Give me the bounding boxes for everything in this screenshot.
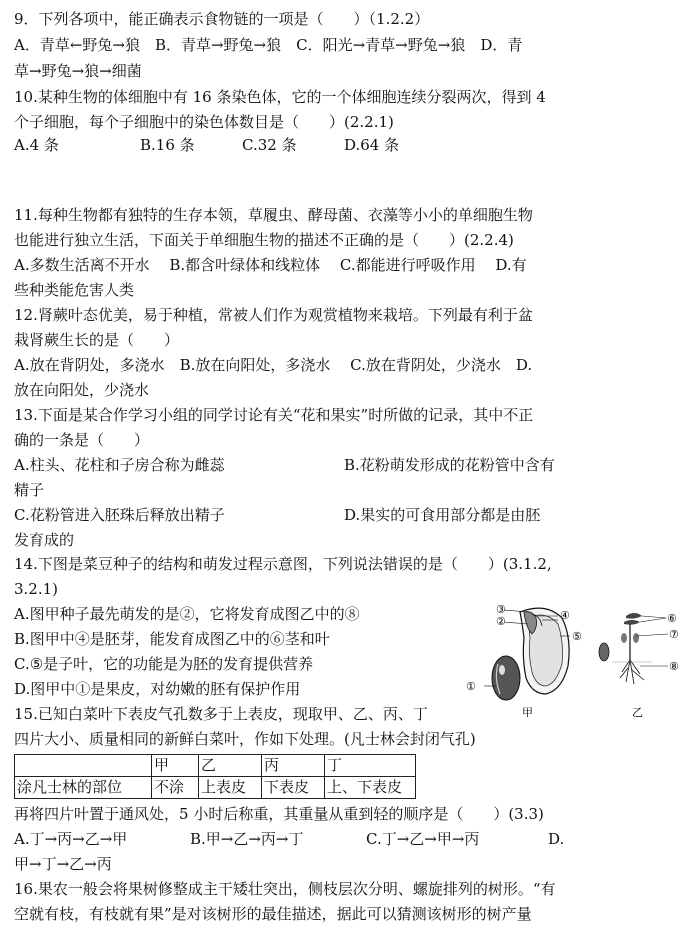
figure-label-2: ② <box>496 615 506 628</box>
figure-label-1: ① <box>466 680 476 693</box>
q15-options <box>14 828 564 850</box>
q15-option-d: D. <box>548 830 565 848</box>
q9-stem: 9．下列各项中，能正确表示食物链的一项是（ ）（1.2.2） <box>14 10 430 28</box>
bean-seed-figure <box>462 598 684 722</box>
q10-options <box>14 134 399 156</box>
q11-stem-cont: 也能进行独立生活，下面关于单细胞生物的描述不正确的是（ ）(2.2.4) <box>14 231 514 249</box>
figure-caption-jia: 甲 <box>522 706 533 719</box>
q13-stem: 13.下面是某合作学习小组的同学讨论有关“花和果实”时所做的记录，其中不正 <box>14 406 534 424</box>
figure-label-4: ④ <box>560 609 570 622</box>
table-cell <box>15 755 152 777</box>
q14-option-d: D.图甲中①是果皮，对幼嫩的胚有保护作用 <box>14 680 301 698</box>
q13-options-cd <box>14 504 540 526</box>
q13-option-d: D.果实的可食用部分都是由胚 <box>344 506 541 524</box>
table-cell: 丁 <box>325 755 416 777</box>
figure-label-5: ⑤ <box>572 630 582 643</box>
q12-stem: 12.肾蕨叶态优美，易于种植，常被人们作为观赏植物来栽培。下列最有利于盆 <box>14 306 533 324</box>
q12-options: A.放在背阴处，多浇水 B.放在向阳处，多浇水 C.放在背阴处，少浇水 D. <box>14 356 533 374</box>
table-row-label: 涂凡士林的部位 <box>15 777 152 799</box>
table-cell: 丙 <box>262 755 325 777</box>
q16-stem: 16.果农一般会将果树修整成主干矮壮突出，侧枝层次分明、螺旋排列的树形。“有 <box>14 880 556 898</box>
q13-option-c: C.花粉管进入胚珠后释放出精子 <box>14 506 225 524</box>
q13-stem-cont: 确的一条是（ ） <box>14 431 150 449</box>
q13-options-ab <box>14 454 555 476</box>
table-cell: 下表皮 <box>262 777 325 799</box>
q12-stem-cont: 栽肾蕨生长的是（ ） <box>14 331 180 349</box>
q15-stem-cont: 四片大小、质量相同的新鲜白菜叶，作如下处理。(凡士林会封闭气孔) <box>14 730 476 748</box>
q11-options-cont: 些种类能危害人类 <box>14 281 135 299</box>
q15-option-c: C.丁→乙→甲→丙 <box>366 830 480 848</box>
figure-label-7: ⑦ <box>669 628 679 641</box>
seedling-view <box>599 613 652 684</box>
table-cell: 上、下表皮 <box>325 777 416 799</box>
q15-option-b: B.甲→乙→丙→丁 <box>190 830 304 848</box>
q12-options-cont: 放在向阳处，少浇水 <box>14 381 150 399</box>
figure-label-6: ⑥ <box>667 612 677 625</box>
q15-question: 再将四片叶置于通风处，5 小时后称重，其重量从重到轻的顺序是（ ）(3.3) <box>14 805 544 823</box>
q11-stem: 11.每种生物都有独特的生存本领，草履虫、酵母菌、衣藻等小小的单细胞生物 <box>14 206 533 224</box>
table-cell: 不涂 <box>152 777 199 799</box>
table-cell: 上表皮 <box>199 777 262 799</box>
q13-option-d-cont: 发育成的 <box>14 531 75 549</box>
q14-option-b: B.图甲中④是胚芽，能发育成图乙中的⑥茎和叶 <box>14 630 330 648</box>
q10-option-c: C.32 条 <box>242 136 297 154</box>
table-cell: 乙 <box>199 755 262 777</box>
figure-label-3: ③ <box>496 603 506 616</box>
figure-caption-yi: 乙 <box>632 706 643 719</box>
q13-option-b: B.花粉萌发形成的花粉管中含有 <box>344 456 555 474</box>
q15-stem: 15.已知白菜叶下表皮气孔数多于上表皮，现取甲、乙、丙、丁 <box>14 705 428 723</box>
q14-option-c: C.⑤是子叶，它的功能是为胚的发育提供营养 <box>14 655 314 673</box>
seed-side-view <box>492 656 520 700</box>
q13-option-b-cont: 精子 <box>14 481 45 499</box>
figure-label-8: ⑧ <box>669 660 679 673</box>
q10-option-b: B.16 条 <box>140 136 195 154</box>
table-row <box>15 777 416 799</box>
q14-stem-cont: 3.2.1) <box>14 580 59 598</box>
q11-options: A.多数生活离不开水 B.都含叶绿体和线粒体 C.都能进行呼吸作用 D.有 <box>14 256 527 274</box>
q10-option-d: D.64 条 <box>344 136 400 154</box>
table-header-row <box>15 755 416 777</box>
q10-stem-cont: 个子细胞，每个子细胞中的染色体数目是（ ）(2.2.1) <box>14 113 394 131</box>
q13-option-a: A.柱头、花柱和子房合称为雌蕊 <box>14 456 225 474</box>
q10-stem: 10.某种生物的体细胞中有 16 条染色体，它的一个体细胞连续分裂两次，得到 4 <box>14 88 546 106</box>
q9-options: A．青草←野兔→狼 B．青草→野兔→狼 C．阳光→青草→野兔→狼 D．青 <box>14 36 523 54</box>
q14-option-a: A.图甲种子最先萌发的是②，它将发育成图乙中的⑧ <box>14 605 360 623</box>
table-cell: 甲 <box>152 755 199 777</box>
q15-option-a: A.丁→丙→乙→甲 <box>14 830 128 848</box>
q14-stem: 14.下图是菜豆种子的结构和萌发过程示意图，下列说法错误的是（ ）(3.1.2, <box>14 555 552 573</box>
q10-option-a: A.4 条 <box>14 136 59 154</box>
q16-stem-cont: 空就有枝，有枝就有果”是对该树形的最佳描述，据此可以猜测该树形的树产量 <box>14 905 532 923</box>
q9-options-cont: 草→野兔→狼→细菌 <box>14 62 142 80</box>
q15-treatment-table <box>14 754 416 799</box>
q15-option-d-cont: 甲→丁→乙→丙 <box>14 855 112 873</box>
